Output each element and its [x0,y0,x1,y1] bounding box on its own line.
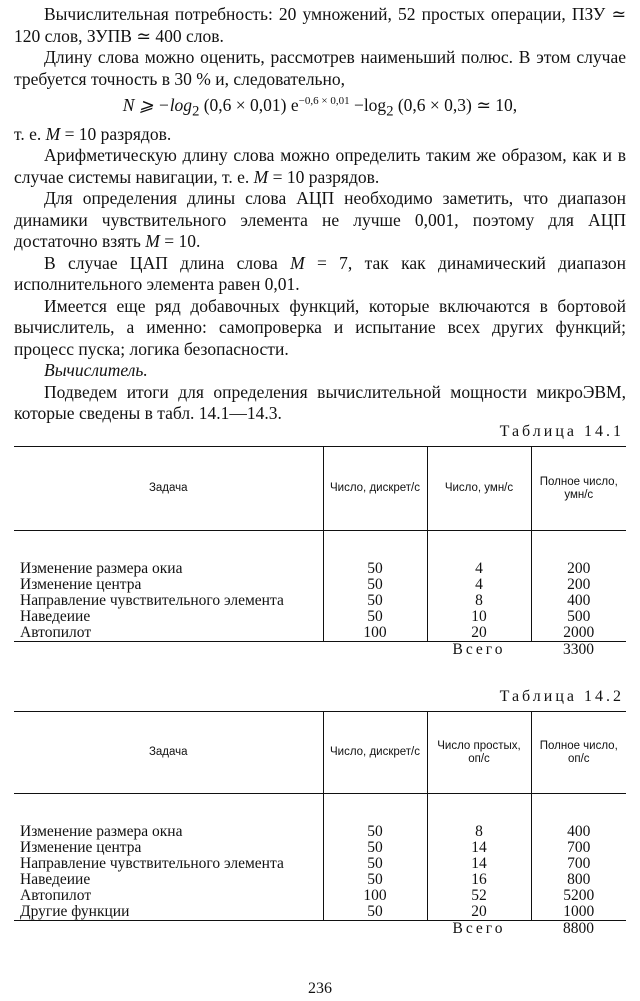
table2-total-row [14,921,626,938]
table-14-1 [14,446,626,658]
table1-header-total: Полное число, умн/с [531,447,626,531]
table-row: Изменение центра 50 14 700 [14,840,626,856]
table1-total-row [14,642,626,659]
table2-header-total: Полное число, оп/с [531,712,626,794]
paragraph-summary: Подведем итоги для определения вычислительной мощности микроЭВМ, которые сведены в табл. 14.1—14.3. [14,381,626,424]
table2-header-discrete: Число, дискрет/с [323,712,427,794]
paragraph-extra-functions: Имеется еще ряд добавочных функций, которые включаются в бортовой вычислитель, а именно: самопроверка и испытание всех других функций; процесс пуска; логика безопасности. [14,295,626,359]
table1-header-mult: Число, умн/с [427,447,531,531]
table2-header-ops: Число простых, оп/с [427,712,531,794]
body-text [14,4,626,425]
table2-total-value: 8800 [563,920,594,937]
paragraph-word-length: Длину слова можно оценить, рассмотрев наименьший полюс. В этом случае требуется точность в 30 % и, следовательно, [14,47,626,89]
paragraph-dac: В случае ЦАП длина слова M = 7, так как динамический диапазон исполнительного элемента равен 0,01. [14,252,627,295]
table-row: Другие функции 50 20 1000 [14,904,626,921]
table-row: Изменение размера окна 50 8 400 [14,824,626,840]
table1-total-label: Всего [452,641,506,658]
table-row: Автопилот 100 52 5200 [14,888,626,904]
table-row: Автопилот 100 20 2000 [14,625,626,642]
table-row: Направление чувствительного элемента 50 8 400 [14,593,626,609]
table-14-2 [14,711,626,937]
paragraph-result-m10: т. е. M = 10 разрядов. [14,123,172,144]
table-row: Наведеиие 50 10 500 [14,609,626,625]
table-row: Изменение центра 50 4 200 [14,577,626,593]
table-row: Наведеиие 50 16 800 [14,872,626,888]
table-row: Направление чувствительного элемента 50 14 700 [14,856,626,872]
table1-header-discrete: Число, дискрет/с [323,447,427,531]
table1-total-value: 3300 [563,641,594,658]
page-number: 236 [308,980,332,997]
table1-caption: Таблица 14.1 [499,423,624,440]
paragraph-arithmetic-length: Арифметическую длину слова можно определить таким же образом, как и в случае системы навигации, т. е. M = 10 разрядов. [14,145,626,187]
paragraph-computer-heading: Вычислитель. [44,360,148,381]
paragraph-computational-needs: Вычислительная потребность: 20 умножений, 52 простых операции, ПЗУ ≃ 120 слов, ЗУПВ ≃ 400 слов. [14,4,626,46]
table2-caption: Таблица 14.2 [499,688,624,705]
table2-total-label: Всего [452,920,506,937]
formula: N ⩾ $-\log_2$ (0,6 × 0,01) $e^{-0,6 \times 0,01} -\log_2$ (0,6 × 0,3) ≃ 10, [122,94,518,120]
table1-header-task: Задача [14,447,323,531]
table-row: Изменение размера окиа 50 4 200 [14,561,626,577]
paragraph-adc: Для определения длины слова АЦП необходимо заметить, что диапазон динамики чувствительного элемента не лучше 0,001, поэтому для АЦП достаточно взять M = 10. [14,188,626,252]
table2-header-task: Задача [14,712,323,794]
